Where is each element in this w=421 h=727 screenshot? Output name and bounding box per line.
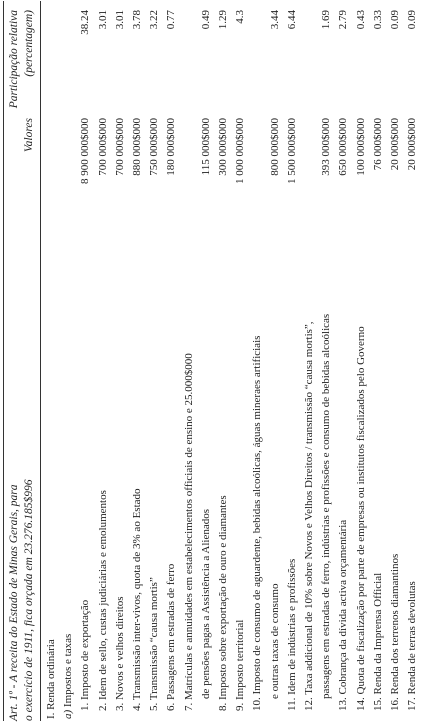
row-value: 800 000$000 (268, 118, 281, 176)
row-label: 7. Matrículas e annuidades em estabelecimentos officiais de ensino e 25.000$000 (182, 353, 195, 711)
row-label: 9. Imposto territorial (234, 619, 247, 711)
column-header-values: Valores (23, 118, 35, 153)
row-value: 8 900 000$000 (79, 118, 92, 184)
row-value: 700 000$000 (113, 118, 126, 176)
table-row (389, 0, 402, 727)
row-percentage: 2.79 (337, 10, 350, 30)
row-label: a) Impostos e taxas (62, 633, 75, 719)
table-row (79, 0, 92, 727)
row-label: 11. Idem de indústrias e profissões (285, 558, 298, 711)
row-value: 1 500 000$000 (285, 118, 298, 184)
table-row (337, 0, 350, 727)
row-label: 8. Imposto sobre exportação de ouro e diamantes (217, 495, 229, 711)
row-value: 650 000$000 (337, 118, 350, 176)
row-label: 6. Passagens em estradas de ferro (165, 563, 178, 711)
table-row (355, 0, 368, 727)
table-row (97, 0, 110, 727)
row-label: 4. Transmissão inter-vivos, quota de 3% ao Estado (131, 488, 143, 711)
row-value: 1 000 000$000 (234, 118, 247, 184)
row-value: 20 000$000 (389, 118, 401, 171)
caption-line-1: Art. 1º - A receita do Estado de Minas Gerais, para (8, 484, 20, 721)
row-value: 393 000$000 (320, 118, 333, 176)
row-label: 1. Imposto de exportação (79, 599, 92, 711)
row-percentage: 3.22 (148, 10, 161, 30)
row-value: 100 000$000 (354, 118, 367, 176)
row-percentage: 0.09 (406, 10, 419, 30)
table-row (165, 0, 178, 727)
row-percentage: 0.77 (165, 10, 178, 30)
table-row (320, 0, 333, 727)
header-rule-bottom (40, 1, 41, 721)
table-row (114, 0, 127, 727)
row-value: 20 000$000 (406, 118, 419, 171)
row-label: 13. Cobrança da dívida activa orçamentária (337, 519, 350, 711)
row-label: de pensões pagas a Assistência a Alienados (199, 508, 212, 699)
table-row (217, 0, 230, 727)
header-rule-top (3, 1, 4, 721)
table-row (286, 0, 299, 727)
row-label: passagens em estradas de ferro, indústrias e profissões e consumo de bebidas alcoólicas (320, 313, 333, 699)
table-row (406, 0, 419, 727)
row-percentage: 3.01 (113, 10, 126, 30)
row-label: e outras taxas de consumo (268, 583, 281, 699)
row-percentage: 3.44 (268, 10, 281, 30)
table-row (303, 0, 316, 727)
row-percentage: 0.49 (199, 10, 212, 30)
row-label: 14. Quota de fiscalização por parte de empresas ou institutos fiscalizados pelo Governo (354, 326, 367, 711)
row-value: 76 000$000 (371, 118, 384, 171)
row-label: 2. Idem de sello, custas judiciárias e emolumentos (96, 490, 109, 711)
row-value: 115 000$000 (199, 118, 212, 176)
row-label: I. Renda ordinária (45, 639, 57, 719)
row-label: 3. Novos e velhos direitos (113, 596, 126, 711)
row-label: 12. Taxa addicional de 10% sobre Novos e Velhos Direitos / transmissão “causa mortis”, (303, 321, 315, 711)
row-value: 300 000$000 (217, 118, 229, 176)
row-percentage: 1.29 (217, 10, 229, 30)
row-label: 17. Renda de terras devolutas (406, 581, 419, 711)
table-row (45, 0, 58, 727)
row-value: 180 000$000 (165, 118, 178, 176)
row-percentage: 4.3 (234, 10, 247, 24)
row-value: 880 000$000 (131, 118, 143, 176)
column-header-share-line-1: Participação relativa (8, 10, 20, 109)
caption-line-2: o exercício de 1911, fica orçada em 23.276.185$996 (23, 479, 35, 721)
row-percentage: 3.01 (96, 10, 109, 30)
row-percentage: 38.24 (79, 10, 92, 35)
row-percentage: 6.44 (285, 10, 298, 30)
row-percentage: 0.09 (389, 10, 401, 30)
row-label: 16. Renda dos terrenos diamantinos (389, 553, 401, 711)
row-percentage: 0.43 (354, 10, 367, 30)
table-row (148, 0, 161, 727)
table-row (200, 0, 213, 727)
row-label: 10. Imposto de consumo de aguardente, bebidas alcoólicas, águas mineraes artificiais (251, 335, 264, 711)
row-percentage: 3.78 (131, 10, 143, 30)
table-row (372, 0, 385, 727)
row-percentage: 1.69 (320, 10, 333, 30)
table-row (269, 0, 282, 727)
table-row (183, 0, 196, 727)
table-row (131, 0, 144, 727)
row-label: 5. Transmissão “causa mortis” (148, 577, 161, 711)
table-row (234, 0, 247, 727)
row-value: 750 000$000 (148, 118, 161, 176)
row-percentage: 0.33 (371, 10, 384, 30)
table-row (62, 0, 75, 727)
table-row (251, 0, 264, 727)
row-label: 15. Renda da Imprensa Official (371, 572, 384, 711)
row-value: 700 000$000 (96, 118, 109, 176)
column-header-share-line-2: (percentagem) (23, 10, 35, 77)
